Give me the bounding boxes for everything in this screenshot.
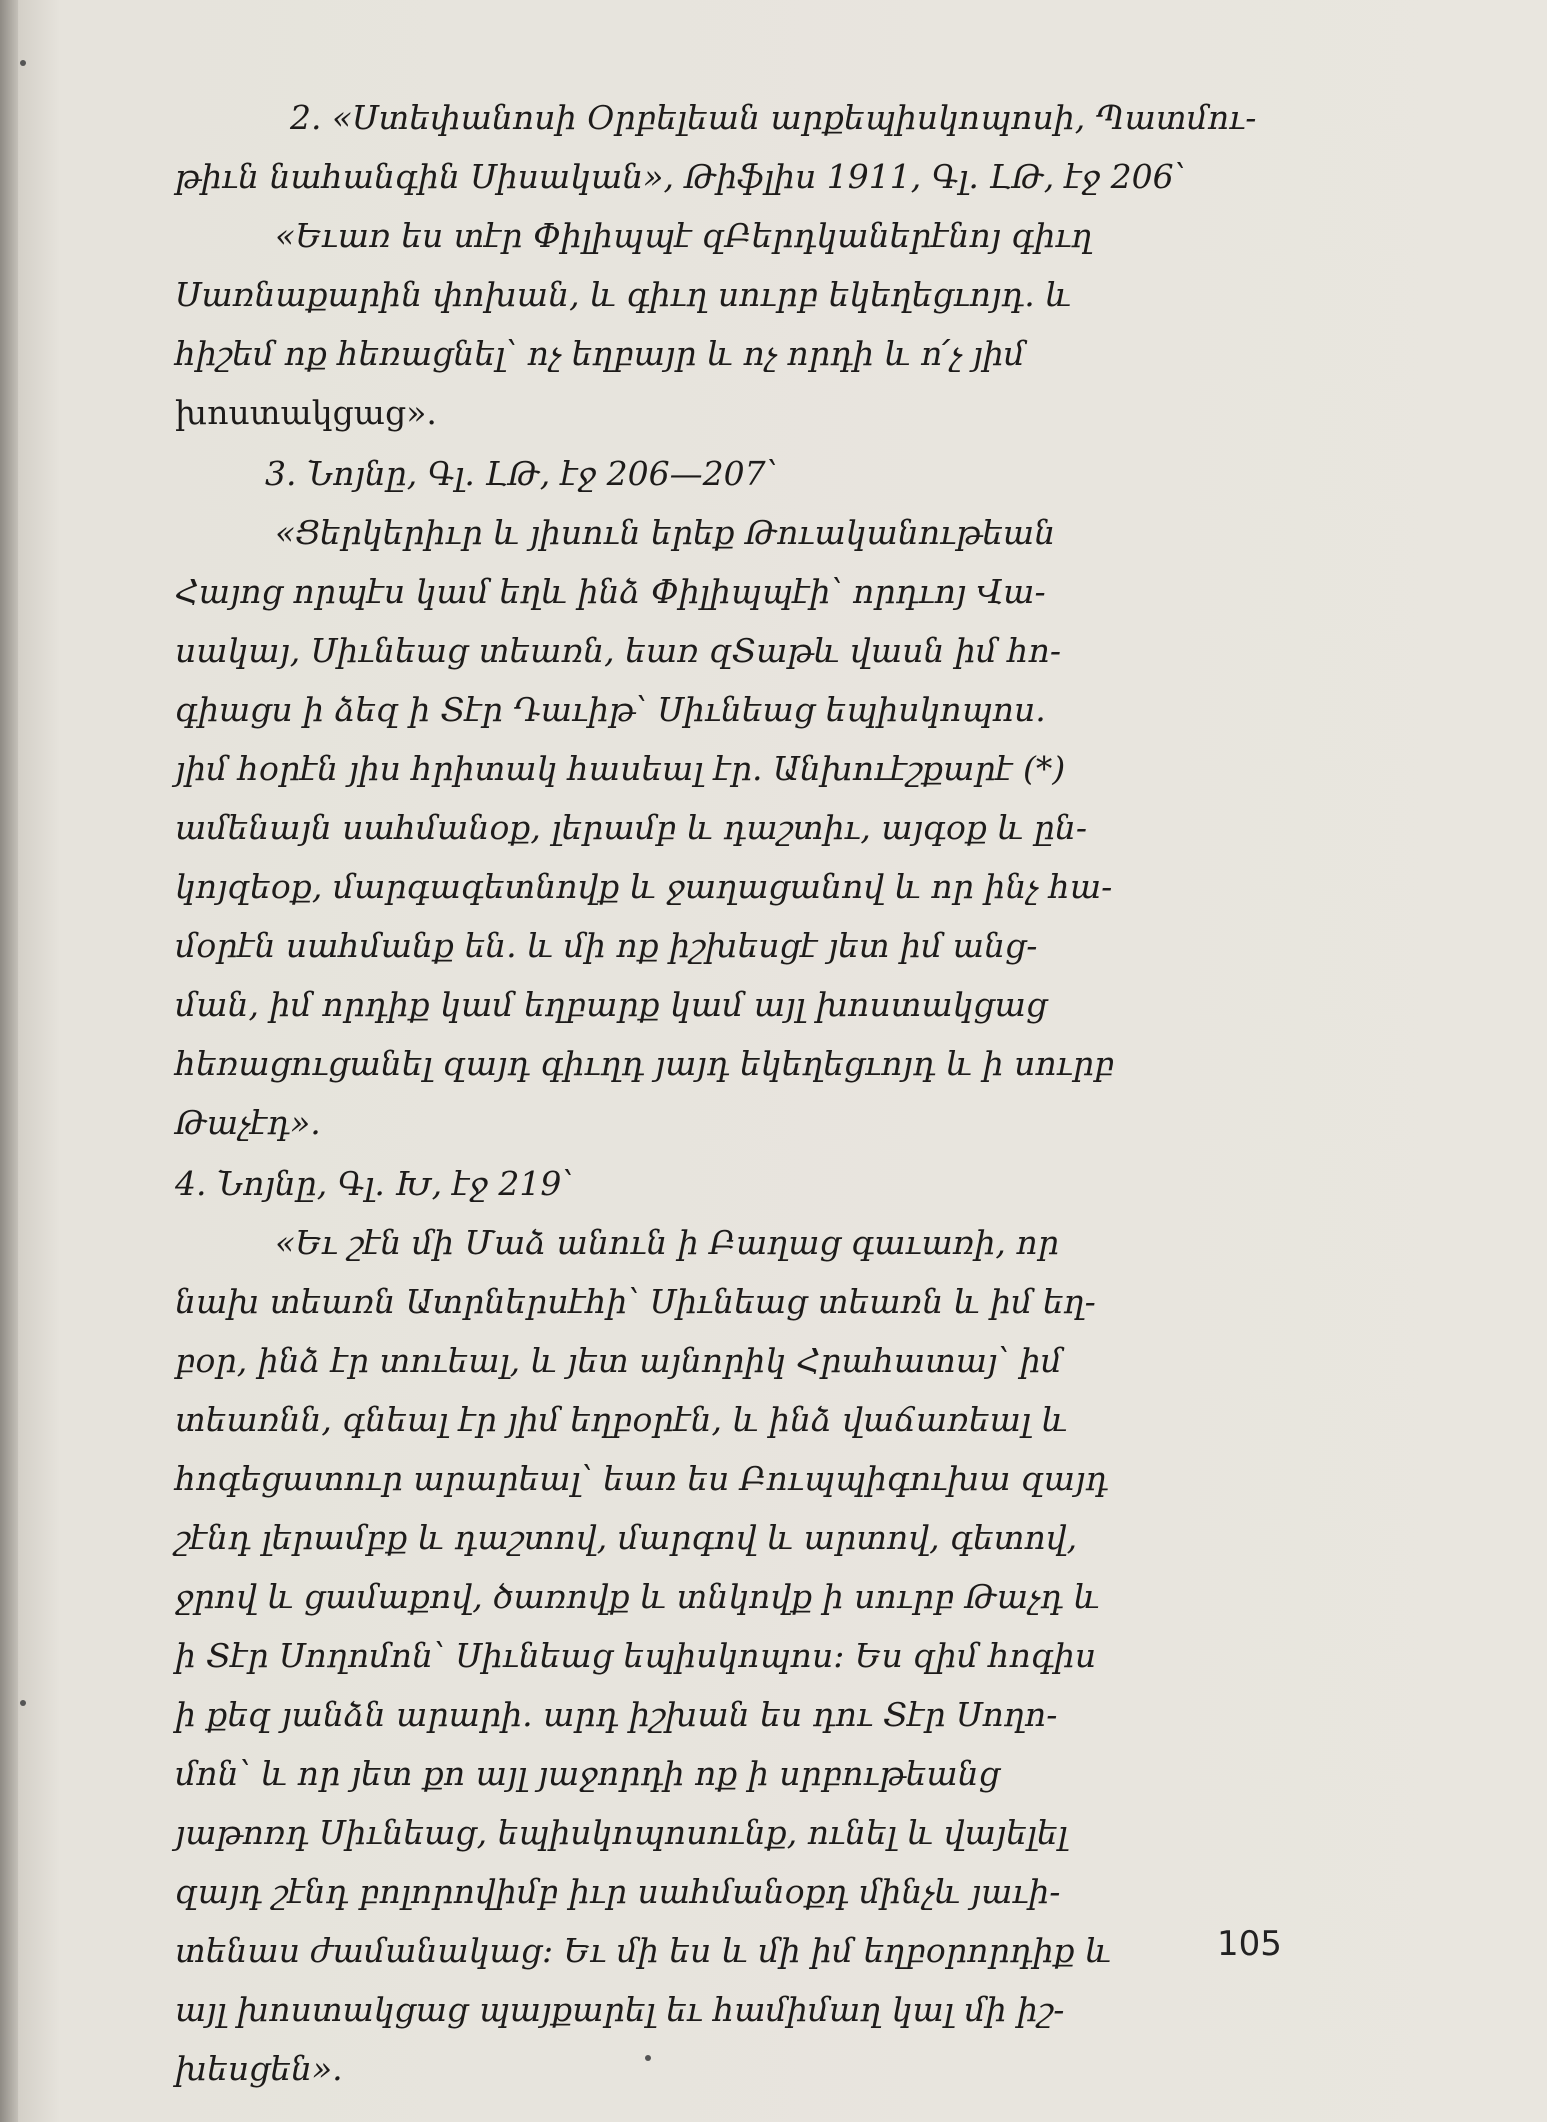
quote-line: հոգեցատուր արարեալ՝ եառ ես Բուպպիգուխա զայդ bbox=[175, 1459, 1109, 1498]
quote-line: տեառնն, գնեալ էր յիմ եղբօրէն, և ինձ վաճառեալ և bbox=[175, 1400, 1068, 1439]
quote-line: «Եւառ ես տէր Փիլիպպէ զԲերդկաներէնոյ գիւղ bbox=[275, 216, 1093, 255]
quote-line: շէնդ լերամբք և դաշտով, մարգով և արտով, գետով, bbox=[175, 1518, 1078, 1557]
quote-line: խեսցեն». bbox=[175, 2049, 343, 2088]
quote-line: ի քեզ յանձն արարի. արդ իշխան ես դու Տէր Սողո- bbox=[175, 1695, 1058, 1734]
quote-line: «Ցերկերիւր և յիսուն երեք Թուականութեան bbox=[275, 513, 1056, 552]
quote-line: հեռացուցանել զայդ գիւղդ յայդ եկեղեցւոյդ և ի սուրբ bbox=[175, 1044, 1115, 1083]
citation-2 bbox=[175, 88, 1325, 442]
book-gutter bbox=[0, 0, 18, 2122]
quote-line: յիմ հօրէն յիս հրիտակ հասեալ էր. Անխուէշքարէ (*) bbox=[175, 749, 1066, 788]
quote-line: կոյզեօք, մարգագետնովք և ջաղացանով և որ ինչ հա- bbox=[175, 867, 1113, 906]
quote-line: մոն՝ և որ յետ քո այլ յաջորդի ոք ի սրբութեանց bbox=[175, 1754, 1000, 1793]
quote-line: ման, իմ որդիք կամ եղբարք կամ այլ խոստակցաց bbox=[175, 985, 1048, 1024]
margin-mark bbox=[20, 1700, 26, 1706]
quote-line: զայդ շէնդ բոլորովիմբ իւր սահմանօքդ մինչև յաւի- bbox=[175, 1872, 1061, 1911]
citation-heading: 4. Նոյնը, Գլ. Խ, էջ 219՝ bbox=[175, 1164, 574, 1203]
citation-4 bbox=[175, 1154, 1325, 2098]
quote-line: Թաչէդ». bbox=[175, 1103, 321, 1142]
quote-line: հիշեմ ոք հեռացնել՝ ոչ եղբայր և ոչ որդի և ո՛չ յիմ bbox=[175, 334, 1025, 373]
quote-line: «Եւ շէն մի Մաձ անուն ի Բաղաց գաւառի, որ bbox=[275, 1223, 1060, 1262]
quote-line: տենաս ժամանակաց: Եւ մի ես և մի իմ եղբօրորդիք և bbox=[175, 1931, 1112, 1970]
quote-line: Սառնաքարին փոխան, և գիւղ սուրբ եկեղեցւոյդ. և bbox=[175, 275, 1072, 314]
quote-line: ամենայն սահմանօք, լերամբ և դաշտիւ, այգօք և ըն- bbox=[175, 808, 1088, 847]
citation-3 bbox=[175, 444, 1325, 1152]
page-number: 105 bbox=[1217, 1924, 1282, 1964]
margin-mark bbox=[20, 60, 26, 66]
citation-heading: 3. Նոյնը, Գլ. ԼԹ, էջ 206—207՝ bbox=[265, 454, 778, 493]
quote-line: նախ տեառն Ատրներսէհի՝ Սիւնեաց տեառն և իմ եղ- bbox=[175, 1282, 1096, 1321]
quote-line: ի Տէր Սողոմոն՝ Սիւնեաց եպիսկոպոս: Ես զիմ հոգիս bbox=[175, 1636, 1097, 1675]
quote-line: մօրէն սահմանք են. և մի ոք իշխեսցէ յետ իմ անց- bbox=[175, 926, 1038, 965]
citation-heading: 2. «Ստեփանոսի Օրբելեան արքեպիսկոպոսի, Պատմու- bbox=[290, 98, 1257, 137]
quote-line: գիացս ի ձեզ ի Տէր Դաւիթ՝ Սիւնեաց եպիսկոպոս. bbox=[175, 690, 1046, 729]
quote-line: ջրով և ցամաքով, ծառովք և տնկովք ի սուրբ Թաչդ և bbox=[175, 1577, 1100, 1616]
quote-line: բօր, ինձ էր տուեալ, և յետ այնորիկ Հրահատայ՝ իմ bbox=[175, 1341, 1063, 1380]
page-text bbox=[175, 88, 1325, 2098]
quote-line: սակայ, Սիւնեաց տեառն, եառ զՏաթև վասն իմ հո- bbox=[175, 631, 1062, 670]
quote-line: այլ խոստակցաց պայքարել եւ համիմաղ կալ մի իշ- bbox=[175, 1990, 1065, 2029]
citation-line: թիւն նահանգին Սիսական», Թիֆլիս 1911, Գլ. ԼԹ, էջ 206՝ bbox=[175, 157, 1186, 196]
quote-line: Հայոց որպէս կամ եղև ինձ Փիլիպպէի՝ որդւոյ Վա- bbox=[175, 572, 1046, 611]
quote-line: խոստակցաց». bbox=[175, 393, 437, 432]
quote-line: յաթոռդ Սիւնեաց, եպիսկոպոսունք, ունել և վայելել bbox=[175, 1813, 1068, 1852]
